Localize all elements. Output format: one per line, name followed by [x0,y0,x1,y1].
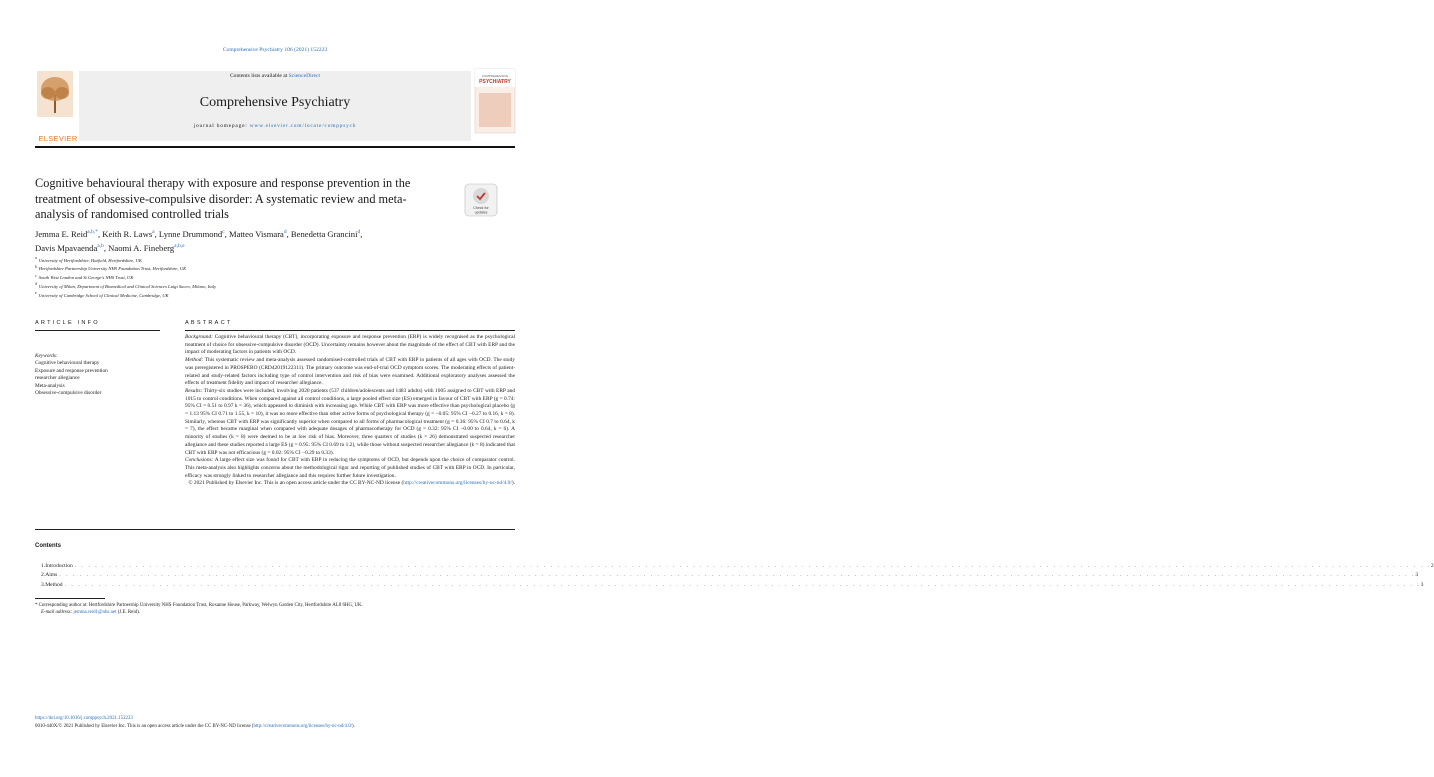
abstract-rule [185,330,515,331]
article-title: Cognitive behavioural therapy with exposure and response prevention in the treatment of obsessive-compulsive disorder: A systematic review and meta-analysis of randomised controlled trials [35,176,411,221]
affiliation-marker: d [35,282,37,287]
article-info-heading: ARTICLE INFO [35,320,100,326]
abstract-paragraph-label: Conclusions: [185,457,214,464]
svg-text:PSYCHIATRY: PSYCHIATRY [479,79,511,85]
svg-text:updates: updates [474,210,488,215]
author-list [35,226,505,255]
affiliation-text: South West London and St George's NHS Trust, UK [38,275,134,281]
homepage-link[interactable]: www.elsevier.com/locate/comppsych [249,123,357,129]
abstract-paragraph-label: Background: [185,334,213,340]
check-for-updates-icon[interactable] [464,183,498,217]
toc-leader-dots: . . . . . . . . . . . . . . . . . . . . . . . . . . . . . . . . . . . . . . . . . . . . . . . . . . . . . . . . . . . . . . . . . . . . . . . . . . . . . . . . . . . . . . . . . . . . . . . . . . . . . . . . . . . . . . . . . . . . . . . . . . . . . . . . . . . . . . . . . . . . . . . . . . . . . . . . . . . . . . . . . . . . . . . . . . . . . . . . . . . . . . . . . . . . . . . . . . . . . . . . [74,563,1431,569]
publisher-logo-text: ELSEVIER [38,134,78,143]
abstract-paragraph-text: This systematic review and meta-analysis assessed randomised-controlled trials of CBT with ERP in patients of all ages with OCD. The study was preregistered in PROSPERO (CRD42019122311). The primary outcome was end-of-trial OCD symptom scores. The moderating effects of patient-related and study-related factors including type of control intervention and risk of bias were examined. Additional exploratory analyses assessed the effects of treatment fidelity and impact of researcher allegiance. [185,357,515,387]
toc-label[interactable]: Method [45,581,63,588]
abstract-heading: ABSTRACT [185,320,233,326]
abstract-paragraph [185,388,515,457]
affiliation-item [35,255,505,264]
footer-license-link[interactable]: http://creativecommons.org/licenses/by-nc-nd/4.0/ [253,723,353,729]
toc-leader-dots: . . . . . . . . . . . . . . . . . . . . . . . . . . . . . . . . . . . . . . . . . . . . . . . . . . . . . . . . . . . . . . . . . . . . . . . . . . . . . . . . . . . . . . . . . . . . . . . . . . . . . . . . . . . . . . . . . . . . . . . . . . . . . . . . . . . . . . . . . . . . . . . . . . . . . . . . . . . . . . . . . . . . . . . . . . . . . . . . . . . . . . . . . . . . . . . . . . . . . . . . [64,581,1421,588]
author-name[interactable]: Lynne Drummond [158,228,223,239]
keyword-item: Meta-analysis [35,382,65,389]
affiliation-marker: a [35,256,37,260]
footer-license-text: 0010-440X/© 2021 Published by Elsevier Inc. This is an open access article under the CC BY-NC-ND license ( [35,723,254,729]
keywords-section [35,353,160,397]
journal-cover-thumbnail [475,69,515,133]
toc-item[interactable] [35,581,1424,590]
contents-heading: Contents [35,543,61,549]
author-separator: , [224,228,229,239]
footnote-rule [35,598,105,599]
journal-title: Comprehensive Psychiatry [199,95,351,110]
toc-number: 1. [41,563,46,569]
toc-number: 2. [41,572,46,579]
affiliation-marker: b [35,264,37,269]
keyword-item: Exposure and response prevention [35,367,108,374]
table-of-contents [35,562,1434,590]
journal-banner [35,63,515,143]
author-name[interactable]: Jemma E. Reid [35,228,88,239]
email-line [35,609,515,616]
email-label: E-mail address: [41,610,74,615]
affiliation-list [35,255,505,299]
doi-link[interactable]: https://doi.org/10.1016/j.comppsych.2021.152223 [35,716,133,721]
email-suffix: (J.E. Reid). [116,610,140,615]
contents-prefix: Contents lists available at [229,73,289,79]
svg-text:COMPREHENSIVE: COMPREHENSIVE [481,74,509,78]
abstract-paragraph [185,457,515,480]
toc-item[interactable] [35,562,1434,571]
keyword-item: researcher allegiance [35,375,80,382]
toc-number: 3. [41,581,46,588]
email-link[interactable]: jemma.reid1@nhs.net [73,610,117,615]
affiliation-text: University of Hertfordshire, Hatfield, Hertfordshire, UK [38,257,142,263]
homepage-prefix: journal homepage: [193,123,250,129]
journal-homepage [79,123,471,129]
footer-license-suffix: ). [352,723,355,729]
abstract-paragraph-text: A large effect size was found for CBT with ERP in reducing the symptoms of OCD, but depends upon the choice of comparator control. This meta-analysis also highlights concerns about the methodological rigor and reporting of published studies of CBT with ERP in OCD. In particular, efficacy was strongly linked to researcher allegiance and this requires further future investigation. [185,457,515,479]
page-footer [35,715,515,730]
toc-page-number: 2 [1430,563,1434,569]
journal-reference-link[interactable]: Comprehensive Psychiatry 106 (2021) 152223 [222,47,328,53]
author-affiliation-marker[interactable]: d [283,229,287,235]
affiliation-text: University of Cambridge School of Clinical Medicine, Cambridge, UK [38,292,169,298]
affiliation-marker: e [35,291,37,296]
author-separator: , [154,228,159,239]
author-name[interactable]: Naomi A. Fineberg [108,243,175,254]
toc-label[interactable]: Introduction [45,563,73,569]
footnote-text: * Corresponding author at: Hertfordshire Partnership University NHS Foundation Trust, Roxanne House, Parkway, Welwyn Garden City, Hertfordshire AL8 6HG, UK. [35,603,363,608]
author-affiliation-marker[interactable]: a,b [97,243,104,250]
affiliation-item [35,290,505,299]
affiliation-item [35,273,505,282]
corresponding-author-footnote [35,602,515,616]
contents-availability [79,73,471,79]
affiliation-text: University of Milan, Department of Biomedical and Clinical Sciences Luigi Sacco, Milano, Italy [38,284,217,290]
abstract-paragraph-text: Cognitive behavioural therapy (CBT), incorporating exposure and response prevention (ERP) is widely recognised as the psychological treatment of choice for obsessive-compulsive disorder (OCD). Uncertainty remains however about the magnitude of the effect of CBT with ERP and the impact of moderating factors in patients with OCD. [185,334,515,356]
author-affiliation-marker[interactable]: c [222,229,225,235]
abstract-paragraph [185,334,515,357]
svg-text:Check for: Check for [473,206,489,210]
abstract-bottom-rule [35,529,515,530]
footer-license-line [35,723,515,731]
author-name[interactable]: Davis Mpavaenda [35,243,98,254]
author-affiliation-marker[interactable]: d [357,229,361,235]
author-affiliation-marker[interactable]: a,b,e [174,243,185,250]
journal-info-box [79,71,471,141]
toc-page-number: 3 [1415,572,1419,579]
affiliation-text: Hertfordshire Partnership University NHS Foundation Trust, Hertfordshire, UK [38,266,187,272]
copyright-text: © 2021 Published by Elsevier Inc. This is an open access article under the CC BY-NC-ND license ( [188,480,404,487]
author-separator: , [360,228,363,239]
elsevier-tree-logo-icon [35,69,75,135]
affiliation-item [35,264,505,273]
sciencedirect-link[interactable]: ScienceDirect [288,73,321,79]
keyword-item: Obsessive-compulsive disorder [35,390,102,397]
abstract-paragraph [185,357,515,388]
abstract-paragraph-label: Results: [185,387,203,394]
license-link[interactable]: http://creativecommons.org/licenses/by-nc-nd/4.0/ [403,480,512,487]
toc-item[interactable] [35,571,1419,580]
author-name[interactable]: Benedetta Grancini [290,228,358,239]
abstract-paragraph-label: Method: [185,357,204,364]
abstract-paragraph-text: Thirty-six studies were included, involving 2020 patients (537 children/adolescents and 1483 adults) with 1005 assigned to CBT with ERP and 1015 to control conditions. When compared against all control conditions, a large pooled effect size (ES) emerged in favour of CBT with ERP (g = 0.74: 95% CI = 0.51 to 0.97 k = 36), which appeared to diminish with increasing age. While CBT with ERP was more effective than psychological placebo (g = 1.13 95% CI 0.71 to 1.55, k = 10), it was no more effective than other active forms of psychological therapy (g = −0.05: 95% CI −0.27 to 0.16, k = 8). Similarly, whereas CBT with ERP was significantly superior when compared to all forms of pharmacological treatment (g = 0.36: 95% CI 0.7 to 0.64, k = 7), the effect became marginal when compared with adequate dosages of pharmacotherapy for OCD (g = 0.32: 95% CI −0.00 to 0.64, k = 6). A minority of studies (k = 8) were deemed to be at low risk of bias. Moreover, three quarters of studies (k = 26) demonstrated suspected researcher allegiance and these studies reported a large ES (g = 0.95: 95% CI 0.69 to 1.2), while those without suspected researcher allegiance (k = 8) indicated that CBT with ERP was not efficacious (g = 0.02: 95% CI −0.29 to 0.33). [185,387,515,456]
keywords-label: Keywords: [35,353,58,359]
author-separator: , [286,228,291,239]
affiliation-item [35,281,505,290]
affiliation-marker: c [35,273,37,278]
toc-label[interactable]: Aims [45,572,58,579]
author-name[interactable]: Keith R. Laws [102,228,153,239]
toc-page-number: 3 [1420,581,1424,588]
copyright-line [185,480,515,488]
author-separator: , [97,228,103,239]
author-separator: , [103,243,109,254]
author-affiliation-marker[interactable]: a [152,229,155,235]
header-rule [35,146,515,148]
author-affiliation-marker[interactable]: a,b,* [87,229,98,235]
article-info-rule [35,330,160,331]
copyright-end: ). [511,480,515,487]
author-name[interactable]: Matteo Vismara [228,228,284,239]
toc-leader-dots: . . . . . . . . . . . . . . . . . . . . . . . . . . . . . . . . . . . . . . . . . . . . . . . . . . . . . . . . . . . . . . . . . . . . . . . . . . . . . . . . . . . . . . . . . . . . . . . . . . . . . . . . . . . . . . . . . . . . . . . . . . . . . . . . . . . . . . . . . . . . . . . . . . . . . . . . . . . . . . . . . . . . . . . . . . . . . . . . . . . . . . . . . . . . . . . . . . . . . . . . [59,572,1416,579]
keyword-item: Cognitive behavioural therapy [35,360,100,367]
abstract-body [185,334,515,488]
